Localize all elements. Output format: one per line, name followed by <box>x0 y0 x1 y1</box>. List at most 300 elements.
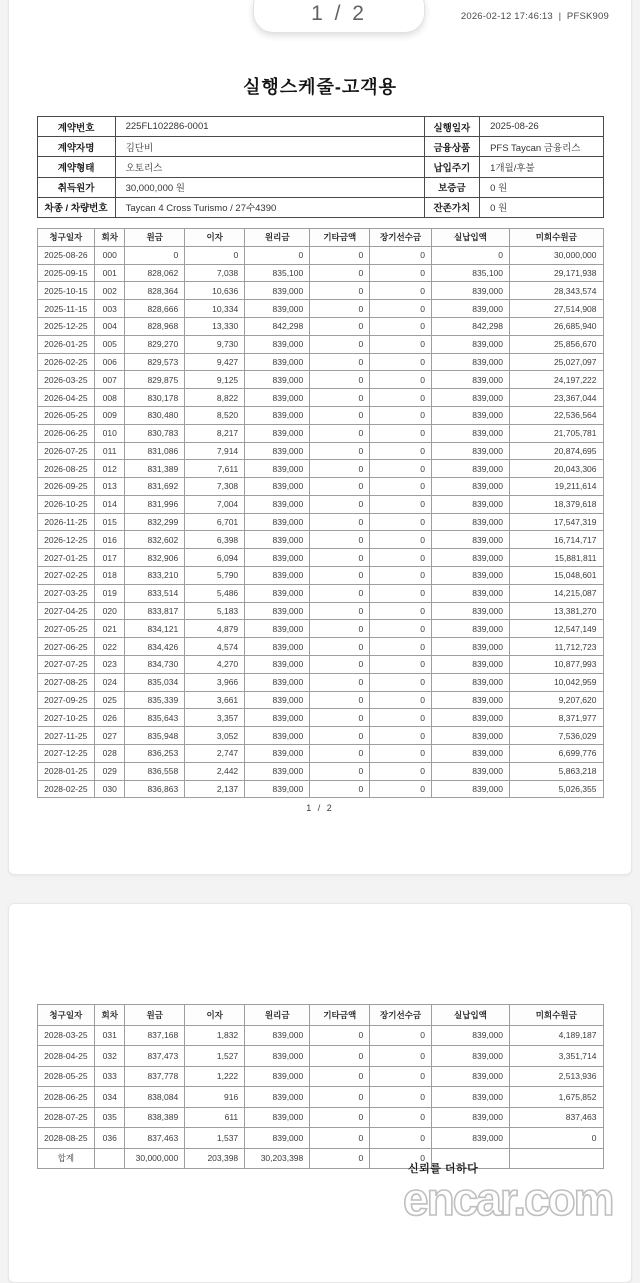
cell-longterm-advance: 0 <box>370 673 432 691</box>
cell-installment-no: 026 <box>95 709 125 727</box>
cell-interest: 4,270 <box>185 656 245 674</box>
cell-principal: 0 <box>125 246 185 264</box>
cell-unrecovered-principal: 14,215,087 <box>510 584 603 602</box>
cell-other-amount: 0 <box>310 371 370 389</box>
cell-billing-date: 2026-06-25 <box>37 424 95 442</box>
cell-other-amount: 0 <box>310 300 370 318</box>
cell-billing-date: 2026-02-25 <box>37 353 95 371</box>
cell-longterm-advance: 0 <box>370 478 432 496</box>
cell-other-amount: 0 <box>310 620 370 638</box>
cell-actual-payment: 835,100 <box>431 264 509 282</box>
cell-billing-date: 2028-02-25 <box>37 780 95 798</box>
header-installment-no: 회차 <box>95 1005 125 1026</box>
cell-longterm-advance: 0 <box>370 620 432 638</box>
cell-principal: 831,996 <box>125 495 185 513</box>
cell-billing-date: 2027-09-25 <box>37 691 95 709</box>
cell-unrecovered-principal: 4,189,187 <box>510 1025 603 1046</box>
cell-billing-date: 2026-04-25 <box>37 389 95 407</box>
cell-actual-payment: 839,000 <box>431 745 509 763</box>
schedule-total-row <box>37 1148 603 1169</box>
cell-longterm-advance: 0 <box>370 353 432 371</box>
cell-principal: 833,514 <box>125 584 185 602</box>
cell-actual-payment: 839,000 <box>431 567 509 585</box>
cell-longterm-advance: 0 <box>370 513 432 531</box>
cell-installment-no: 003 <box>95 300 125 318</box>
cell-longterm-advance: 0 <box>370 317 432 335</box>
info-label: 계약자명 <box>37 137 115 157</box>
cell-billing-date: 2026-01-25 <box>37 335 95 353</box>
cell-principal-interest: 839,000 <box>245 513 310 531</box>
cell-longterm-advance: 0 <box>370 389 432 407</box>
cell-actual-payment: 839,000 <box>431 495 509 513</box>
cell-interest: 4,879 <box>185 620 245 638</box>
cell-principal: 829,270 <box>125 335 185 353</box>
cell-interest: 9,125 <box>185 371 245 389</box>
schedule-row <box>37 406 603 424</box>
cell-principal-interest: 839,000 <box>245 762 310 780</box>
cell-other-amount: 0 <box>310 1025 370 1046</box>
cell-actual-payment: 839,000 <box>431 478 509 496</box>
cell-principal-interest: 839,000 <box>245 1128 310 1149</box>
cell-principal-interest: 839,000 <box>245 478 310 496</box>
cell-other-amount: 0 <box>310 745 370 763</box>
cell-actual-payment: 839,000 <box>431 673 509 691</box>
cell-interest: 7,038 <box>185 264 245 282</box>
cell-other-amount: 0 <box>310 495 370 513</box>
cell-longterm-advance: 0 <box>370 1046 432 1067</box>
cell-actual-payment: 839,000 <box>431 335 509 353</box>
cell-principal: 834,730 <box>125 656 185 674</box>
cell-other-amount: 0 <box>310 246 370 264</box>
cell-interest: 2,442 <box>185 762 245 780</box>
cell-principal: 838,389 <box>125 1107 185 1128</box>
cell-other-amount: 0 <box>310 353 370 371</box>
cell-longterm-advance: 0 <box>370 300 432 318</box>
schedule-row <box>37 282 603 300</box>
cell-interest: 1,537 <box>185 1128 245 1149</box>
cell-installment-no: 023 <box>95 656 125 674</box>
cell-principal: 835,948 <box>125 727 185 745</box>
cell-interest: 1,527 <box>185 1046 245 1067</box>
cell-other-amount: 0 <box>310 442 370 460</box>
cell-installment-no: 027 <box>95 727 125 745</box>
cell-actual-payment: 839,000 <box>431 1087 509 1108</box>
cell-unrecovered-principal: 21,705,781 <box>510 424 603 442</box>
cell-unrecovered-principal: 2,513,936 <box>510 1066 603 1087</box>
info-value: 오토리스 <box>115 157 424 177</box>
schedule-row <box>37 513 603 531</box>
info-row <box>37 177 603 197</box>
cell-billing-date: 2026-07-25 <box>37 442 95 460</box>
cell-installment-no: 035 <box>95 1107 125 1128</box>
page-indicator-pill <box>253 0 425 33</box>
cell-longterm-advance: 0 <box>370 602 432 620</box>
schedule-row <box>37 389 603 407</box>
cell-interest: 3,357 <box>185 709 245 727</box>
cell-interest: 3,052 <box>185 727 245 745</box>
cell-principal: 834,426 <box>125 638 185 656</box>
schedule-row <box>37 709 603 727</box>
schedule-row <box>37 602 603 620</box>
schedule-row <box>37 1128 603 1149</box>
cell-interest: 7,914 <box>185 442 245 460</box>
cell-unrecovered-principal: 13,381,270 <box>510 602 603 620</box>
header-principal-interest: 원리금 <box>245 228 310 246</box>
schedule-body-page2 <box>37 1025 603 1169</box>
cell-actual-payment: 839,000 <box>431 638 509 656</box>
cell-principal: 836,558 <box>125 762 185 780</box>
cell-installment-no: 008 <box>95 389 125 407</box>
cell-principal-interest: 839,000 <box>245 584 310 602</box>
cell-interest: 6,094 <box>185 549 245 567</box>
cell-interest: 3,966 <box>185 673 245 691</box>
cell-installment-no: 024 <box>95 673 125 691</box>
cell-principal-interest: 839,000 <box>245 709 310 727</box>
cell-principal: 830,480 <box>125 406 185 424</box>
info-row <box>37 157 603 177</box>
header-principal: 원금 <box>125 228 185 246</box>
cell-principal-interest: 835,100 <box>245 264 310 282</box>
cell-other-amount: 0 <box>310 282 370 300</box>
cell-unrecovered-principal: 15,881,811 <box>510 549 603 567</box>
cell-actual-payment: 839,000 <box>431 602 509 620</box>
cell-other-amount: 0 <box>310 513 370 531</box>
cell-principal-interest: 839,000 <box>245 1046 310 1067</box>
cell-unrecovered-principal: 26,685,940 <box>510 317 603 335</box>
cell-longterm-advance: 0 <box>370 406 432 424</box>
cell-principal-interest: 839,000 <box>245 495 310 513</box>
cell-principal-interest: 842,298 <box>245 317 310 335</box>
cell-principal: 831,086 <box>125 442 185 460</box>
cell-actual-payment: 839,000 <box>431 727 509 745</box>
cell-other-amount: 0 <box>310 638 370 656</box>
cell-installment-no <box>95 1148 125 1169</box>
schedule-row <box>37 495 603 513</box>
schedule-table-page2 <box>37 1004 604 1169</box>
cell-actual-payment: 839,000 <box>431 656 509 674</box>
schedule-row <box>37 1025 603 1046</box>
cell-principal: 835,339 <box>125 691 185 709</box>
schedule-row <box>37 620 603 638</box>
cell-installment-no: 034 <box>95 1087 125 1108</box>
cell-unrecovered-principal: 27,514,908 <box>510 300 603 318</box>
cell-other-amount: 0 <box>310 389 370 407</box>
info-row <box>37 197 603 217</box>
cell-principal-interest: 839,000 <box>245 353 310 371</box>
cell-principal: 834,121 <box>125 620 185 638</box>
cell-installment-no: 028 <box>95 745 125 763</box>
contract-info-body <box>37 117 603 218</box>
cell-other-amount: 0 <box>310 1066 370 1087</box>
cell-installment-no: 000 <box>95 246 125 264</box>
cell-installment-no: 020 <box>95 602 125 620</box>
cell-installment-no: 029 <box>95 762 125 780</box>
schedule-row <box>37 1046 603 1067</box>
cell-other-amount: 0 <box>310 1128 370 1149</box>
cell-interest: 5,790 <box>185 567 245 585</box>
cell-actual-payment: 839,000 <box>431 780 509 798</box>
info-value: 2025-08-26 <box>480 117 603 137</box>
info-label: 계약번호 <box>37 117 115 137</box>
cell-billing-date: 2026-05-25 <box>37 406 95 424</box>
cell-principal: 836,253 <box>125 745 185 763</box>
cell-actual-payment: 839,000 <box>431 549 509 567</box>
cell-unrecovered-principal: 7,536,029 <box>510 727 603 745</box>
cell-billing-date: 2028-05-25 <box>37 1066 95 1087</box>
schedule-row <box>37 531 603 549</box>
schedule-row <box>37 673 603 691</box>
cell-interest: 7,611 <box>185 460 245 478</box>
cell-principal: 838,084 <box>125 1087 185 1108</box>
cell-principal-interest: 839,000 <box>245 1087 310 1108</box>
cell-longterm-advance: 0 <box>370 727 432 745</box>
cell-actual-payment: 839,000 <box>431 620 509 638</box>
cell-principal-interest: 839,000 <box>245 780 310 798</box>
cell-unrecovered-principal: 837,463 <box>510 1107 603 1128</box>
cell-installment-no: 007 <box>95 371 125 389</box>
cell-billing-date: 2026-03-25 <box>37 371 95 389</box>
document-page-2 <box>8 903 632 1283</box>
cell-installment-no: 018 <box>95 567 125 585</box>
cell-other-amount: 0 <box>310 691 370 709</box>
cell-principal: 837,168 <box>125 1025 185 1046</box>
cell-principal-interest: 839,000 <box>245 371 310 389</box>
cell-principal-interest: 839,000 <box>245 300 310 318</box>
cell-principal: 829,875 <box>125 371 185 389</box>
cell-principal-interest: 839,000 <box>245 673 310 691</box>
header-other-amount: 기타금액 <box>310 1005 370 1026</box>
cell-other-amount: 0 <box>310 317 370 335</box>
cell-longterm-advance: 0 <box>370 1148 432 1169</box>
cell-longterm-advance: 0 <box>370 371 432 389</box>
cell-other-amount: 0 <box>310 531 370 549</box>
header-principal-interest: 원리금 <box>245 1005 310 1026</box>
cell-principal-interest: 839,000 <box>245 620 310 638</box>
cell-principal: 828,666 <box>125 300 185 318</box>
cell-other-amount: 0 <box>310 602 370 620</box>
cell-interest: 10,636 <box>185 282 245 300</box>
schedule-row <box>37 691 603 709</box>
schedule-row <box>37 727 603 745</box>
print-datetime: 2026-02-12 17:46:13 <box>460 11 553 22</box>
info-label: 실행일자 <box>424 117 479 137</box>
cell-other-amount: 0 <box>310 780 370 798</box>
info-label: 보증금 <box>424 177 479 197</box>
cell-installment-no: 031 <box>95 1025 125 1046</box>
schedule-row <box>37 780 603 798</box>
cell-longterm-advance: 0 <box>370 656 432 674</box>
cell-interest: 5,486 <box>185 584 245 602</box>
cell-installment-no: 022 <box>95 638 125 656</box>
cell-interest: 1,832 <box>185 1025 245 1046</box>
cell-principal-interest: 839,000 <box>245 1025 310 1046</box>
cell-actual-payment: 839,000 <box>431 709 509 727</box>
cell-principal-interest: 839,000 <box>245 727 310 745</box>
cell-interest: 3,661 <box>185 691 245 709</box>
cell-billing-date: 2026-09-25 <box>37 478 95 496</box>
header-longterm-advance: 장기선수금 <box>370 228 432 246</box>
header-unrecovered-principal: 미회수원금 <box>510 228 603 246</box>
cell-installment-no: 009 <box>95 406 125 424</box>
header-longterm-advance: 장기선수금 <box>370 1005 432 1026</box>
cell-interest: 916 <box>185 1087 245 1108</box>
cell-principal-interest: 839,000 <box>245 531 310 549</box>
page-indicator-label: 1 / 2 <box>311 2 367 25</box>
cell-principal-interest: 0 <box>245 246 310 264</box>
cell-unrecovered-principal: 0 <box>510 1128 603 1149</box>
cell-unrecovered-principal: 6,699,776 <box>510 745 603 763</box>
cell-billing-date: 2025-10-15 <box>37 282 95 300</box>
cell-actual-payment: 839,000 <box>431 460 509 478</box>
cell-billing-date: 2027-02-25 <box>37 567 95 585</box>
cell-actual-payment: 839,000 <box>431 442 509 460</box>
schedule-body-page1 <box>37 246 603 798</box>
cell-interest: 0 <box>185 246 245 264</box>
header-interest: 이자 <box>185 228 245 246</box>
cell-installment-no: 012 <box>95 460 125 478</box>
cell-unrecovered-principal: 11,712,723 <box>510 638 603 656</box>
cell-actual-payment: 0 <box>431 246 509 264</box>
schedule-row <box>37 638 603 656</box>
cell-principal-interest: 839,000 <box>245 549 310 567</box>
print-timestamp <box>461 11 609 22</box>
cell-principal: 835,643 <box>125 709 185 727</box>
cell-installment-no: 002 <box>95 282 125 300</box>
cell-unrecovered-principal: 23,367,044 <box>510 389 603 407</box>
schedule-row <box>37 1066 603 1087</box>
cell-unrecovered-principal: 24,197,222 <box>510 371 603 389</box>
cell-other-amount: 0 <box>310 727 370 745</box>
cell-unrecovered-principal: 10,042,959 <box>510 673 603 691</box>
cell-installment-no: 001 <box>95 264 125 282</box>
cell-interest: 8,217 <box>185 424 245 442</box>
header-billing-date: 청구일자 <box>37 1005 95 1026</box>
cell-unrecovered-principal: 5,863,218 <box>510 762 603 780</box>
schedule-row <box>37 478 603 496</box>
cell-actual-payment: 839,000 <box>431 584 509 602</box>
cell-principal-interest: 839,000 <box>245 638 310 656</box>
cell-unrecovered-principal: 5,026,355 <box>510 780 603 798</box>
cell-billing-date: 2027-06-25 <box>37 638 95 656</box>
schedule-header-row <box>37 1005 603 1026</box>
cell-billing-date: 2027-04-25 <box>37 602 95 620</box>
cell-unrecovered-principal <box>510 1148 603 1169</box>
cell-longterm-advance: 0 <box>370 745 432 763</box>
cell-billing-date: 2025-08-26 <box>37 246 95 264</box>
cell-principal: 832,602 <box>125 531 185 549</box>
cell-installment-no: 011 <box>95 442 125 460</box>
cell-other-amount: 0 <box>310 406 370 424</box>
cell-longterm-advance: 0 <box>370 567 432 585</box>
cell-actual-payment: 839,000 <box>431 1128 509 1149</box>
cell-longterm-advance: 0 <box>370 495 432 513</box>
header-other-amount: 기타금액 <box>310 228 370 246</box>
cell-unrecovered-principal: 19,211,614 <box>510 478 603 496</box>
cell-other-amount: 0 <box>310 1046 370 1067</box>
cell-longterm-advance: 0 <box>370 246 432 264</box>
info-label: 계약형태 <box>37 157 115 177</box>
cell-interest: 7,308 <box>185 478 245 496</box>
cell-actual-payment: 839,000 <box>431 1025 509 1046</box>
cell-principal-interest: 30,203,398 <box>245 1148 310 1169</box>
cell-interest: 10,334 <box>185 300 245 318</box>
cell-actual-payment: 839,000 <box>431 282 509 300</box>
cell-principal-interest: 839,000 <box>245 389 310 407</box>
cell-billing-date: 2028-06-25 <box>37 1087 95 1108</box>
cell-other-amount: 0 <box>310 673 370 691</box>
cell-longterm-advance: 0 <box>370 638 432 656</box>
cell-principal-interest: 839,000 <box>245 567 310 585</box>
schedule-row <box>37 353 603 371</box>
cell-longterm-advance: 0 <box>370 531 432 549</box>
cell-unrecovered-principal: 1,675,852 <box>510 1087 603 1108</box>
cell-actual-payment: 839,000 <box>431 1046 509 1067</box>
header-billing-date: 청구일자 <box>37 228 95 246</box>
cell-longterm-advance: 0 <box>370 709 432 727</box>
cell-billing-date: 2026-11-25 <box>37 513 95 531</box>
schedule-row <box>37 246 603 264</box>
header-installment-no: 회차 <box>95 228 125 246</box>
cell-principal-interest: 839,000 <box>245 691 310 709</box>
cell-principal: 831,692 <box>125 478 185 496</box>
schedule-row <box>37 1087 603 1108</box>
cell-interest: 9,427 <box>185 353 245 371</box>
brand-slogan: 신뢰를 더하다 <box>408 1163 479 1175</box>
encar-logo-watermark: encar.com <box>403 1173 613 1225</box>
cell-unrecovered-principal: 10,877,993 <box>510 656 603 674</box>
cell-longterm-advance: 0 <box>370 584 432 602</box>
cell-other-amount: 0 <box>310 424 370 442</box>
cell-other-amount: 0 <box>310 1148 370 1169</box>
cell-installment-no: 019 <box>95 584 125 602</box>
info-value: 30,000,000 원 <box>115 177 424 197</box>
cell-principal-interest: 839,000 <box>245 1066 310 1087</box>
info-label: 납입주기 <box>424 157 479 177</box>
schedule-row <box>37 549 603 567</box>
cell-longterm-advance: 0 <box>370 442 432 460</box>
cell-unrecovered-principal: 28,343,574 <box>510 282 603 300</box>
cell-installment-no: 017 <box>95 549 125 567</box>
info-value: 0 원 <box>480 197 603 217</box>
header-unrecovered-principal: 미회수원금 <box>510 1005 603 1026</box>
cell-actual-payment: 839,000 <box>431 762 509 780</box>
cell-unrecovered-principal: 15,048,601 <box>510 567 603 585</box>
cell-billing-date: 2027-07-25 <box>37 656 95 674</box>
info-label: 취득원가 <box>37 177 115 197</box>
cell-billing-date: 2027-10-25 <box>37 709 95 727</box>
cell-interest: 611 <box>185 1107 245 1128</box>
info-value: 김단비 <box>115 137 424 157</box>
cell-principal: 833,210 <box>125 567 185 585</box>
schedule-header-row-page2 <box>37 1005 603 1026</box>
cell-other-amount: 0 <box>310 584 370 602</box>
timestamp-separator: | <box>558 11 562 22</box>
cell-other-amount: 0 <box>310 549 370 567</box>
info-label: 잔존가치 <box>424 197 479 217</box>
info-value: 0 원 <box>480 177 603 197</box>
header-actual-payment: 실납입액 <box>431 228 509 246</box>
document-title: 실행스케줄-고객용 <box>242 77 398 97</box>
print-user-code: PFSK909 <box>566 11 609 22</box>
schedule-header-row <box>37 228 603 246</box>
cell-longterm-advance: 0 <box>370 460 432 478</box>
cell-interest: 8,520 <box>185 406 245 424</box>
cell-installment-no: 033 <box>95 1066 125 1087</box>
cell-interest: 5,183 <box>185 602 245 620</box>
cell-installment-no: 005 <box>95 335 125 353</box>
cell-unrecovered-principal: 16,714,717 <box>510 531 603 549</box>
header-principal: 원금 <box>125 1005 185 1026</box>
